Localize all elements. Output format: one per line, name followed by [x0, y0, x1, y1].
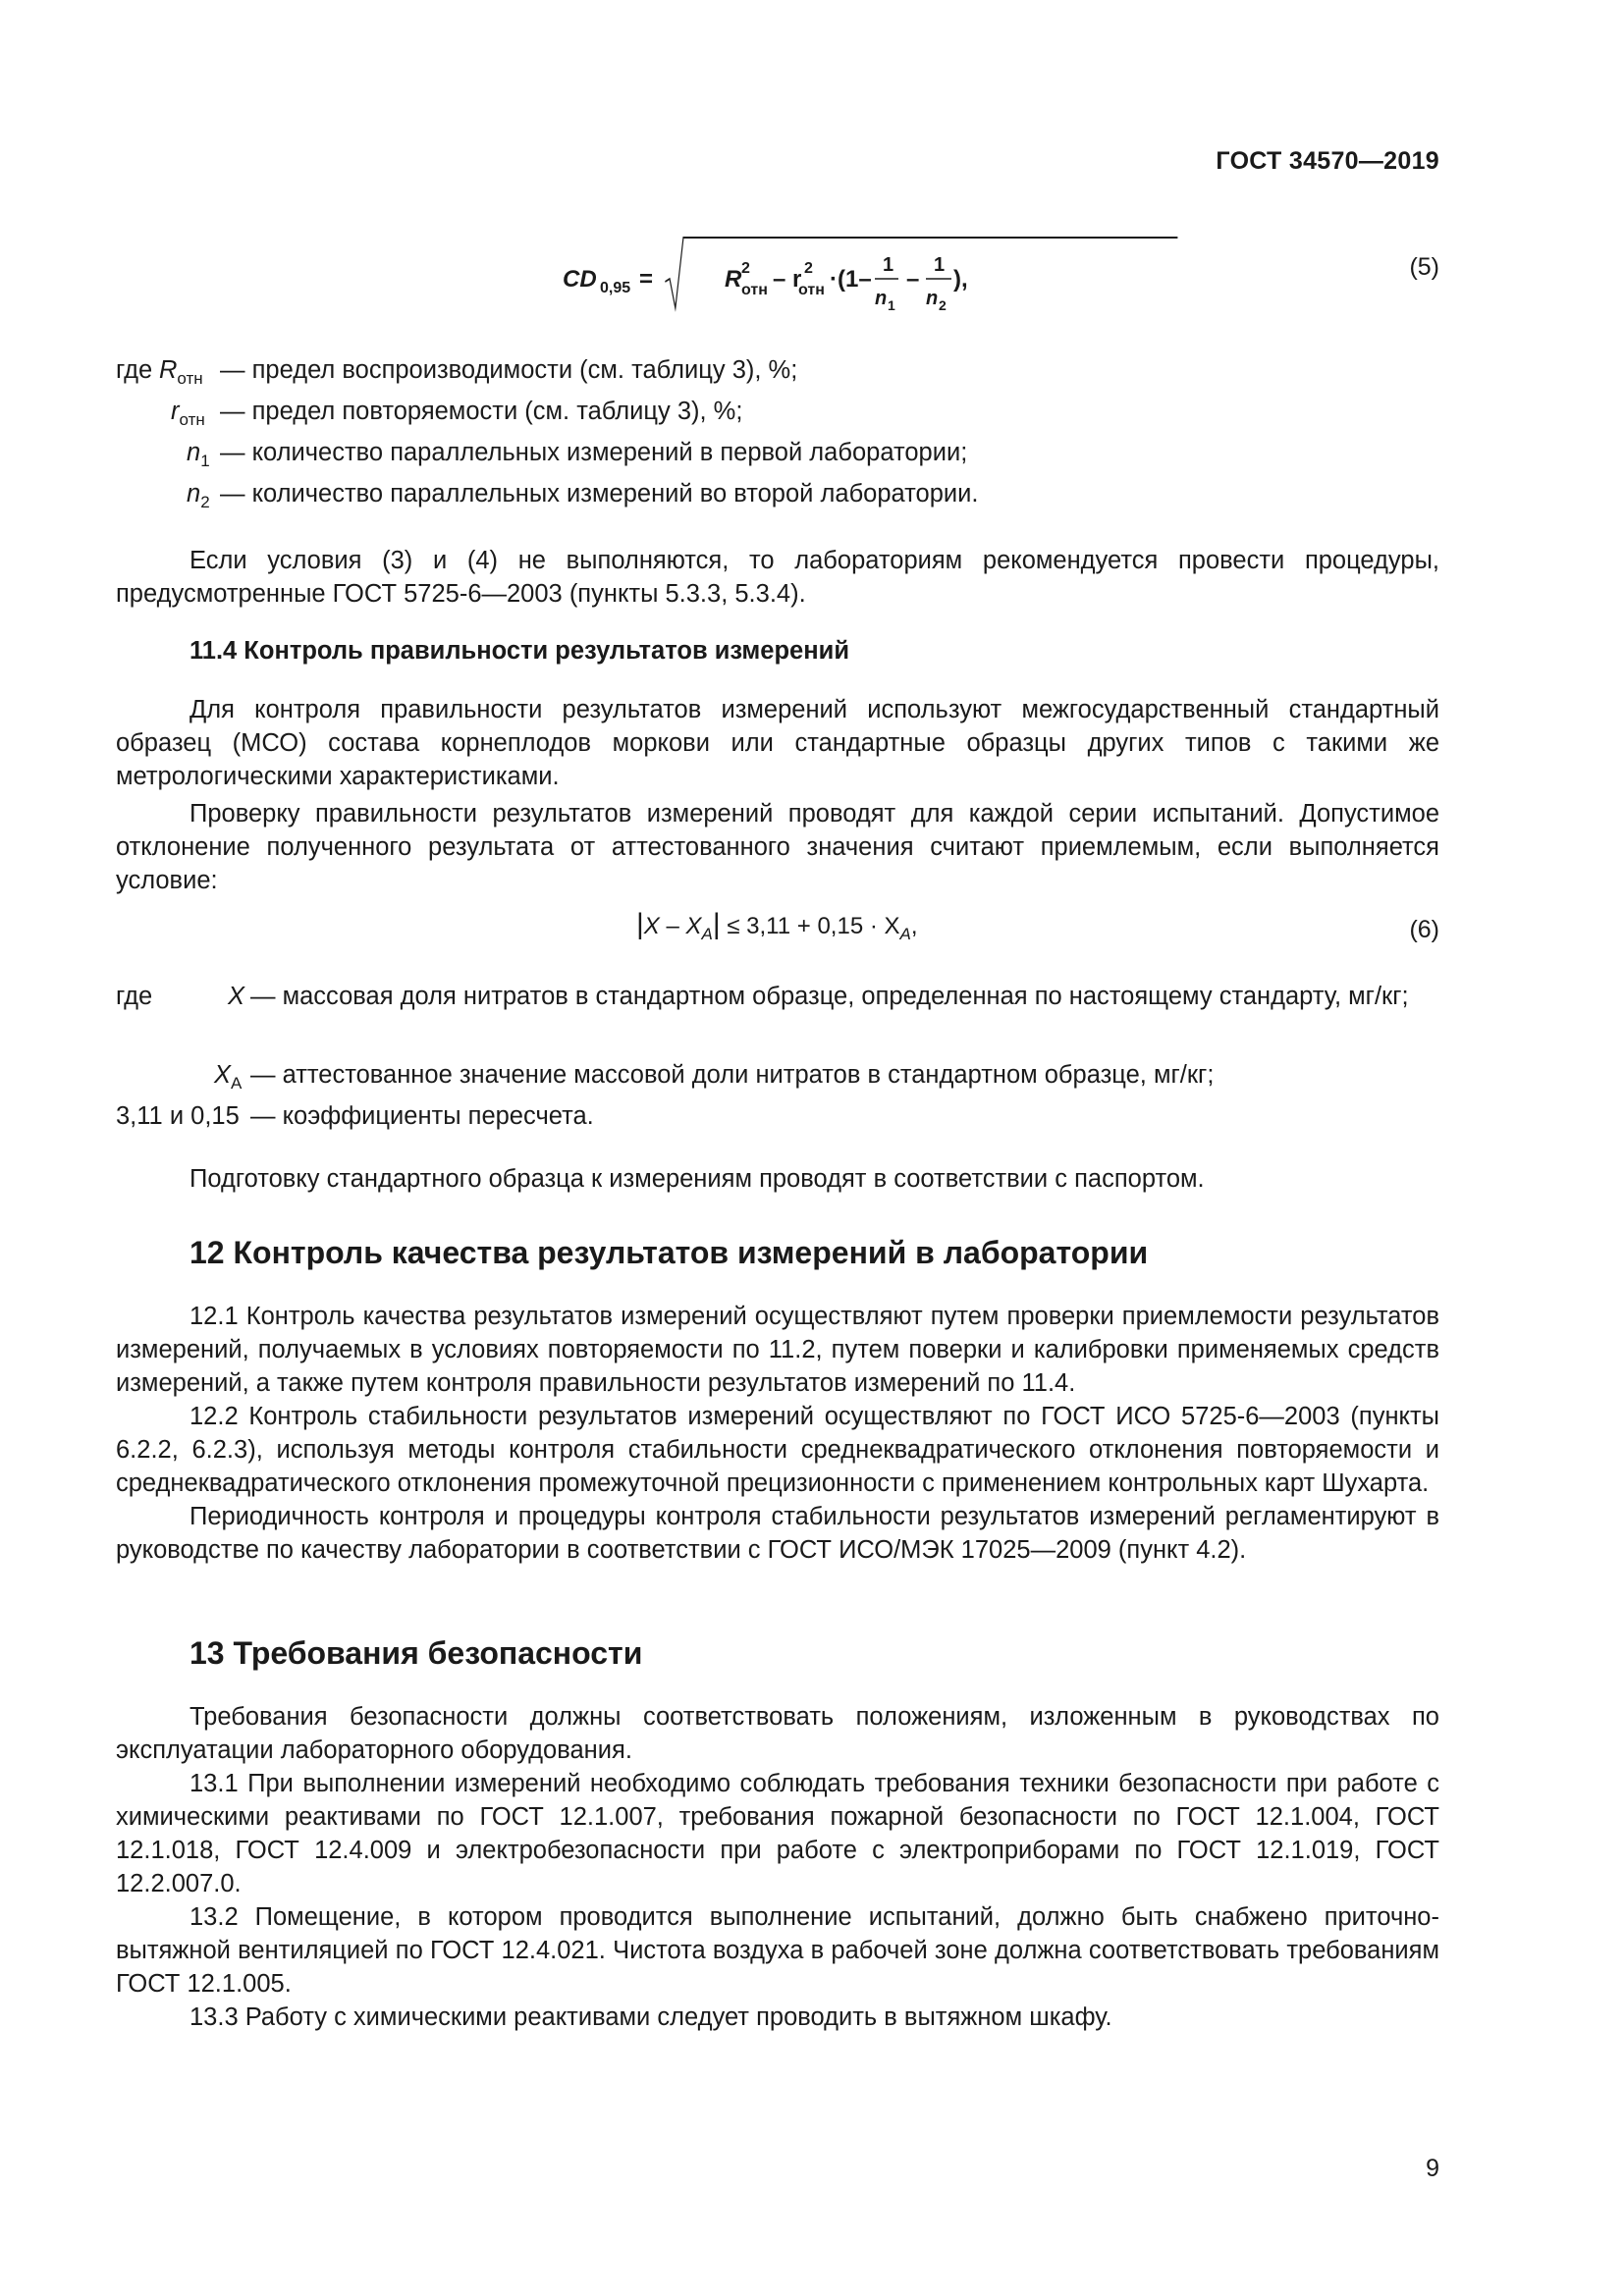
section-13-p1: 13.1 При выполнении измерений необходимо соблюдать требования техники безопасности при работе с химическими реактивами по ГОСТ 12.1.007, требования пожарной безопасности по ГОСТ 12.1.004, ГОСТ 12.1.018, ГОСТ 12.4.009 и электробезопасности при работе с электроприборами по ГОСТ 12.1.019, ГОСТ 12.2.007.0.	[116, 1770, 1439, 1897]
definition: — количество параллельных измерений в первой лаборатории;	[220, 439, 968, 466]
standard-header: ГОСТ 34570—2019	[1216, 147, 1439, 175]
svg-text:n: n	[875, 288, 888, 309]
svg-text:– r: – r	[773, 266, 802, 293]
svg-text:R: R	[725, 266, 742, 293]
definition: — предел воспроизводимости (см. таблицу 3), %;	[220, 356, 798, 384]
symbol: 3,11 и 0,15	[116, 1102, 240, 1130]
svg-text:1: 1	[888, 297, 895, 313]
definition: — предел повторяемости (см. таблицу 3), %;	[220, 398, 743, 425]
page-number: 9	[1426, 2155, 1439, 2182]
definition: — аттестованное значение массовой доли нитратов в стандартном образце, мг/кг;	[250, 1061, 1215, 1089]
section-13-p0: Требования безопасности должны соответствовать положениям, изложенным в руководствах по эксплуатации лабораторного оборудования.	[116, 1703, 1439, 1764]
definition: — количество параллельных измерений во второй лаборатории.	[220, 480, 979, 507]
where-item-r-rel	[116, 349, 1439, 391]
where-item-xa	[116, 1054, 1439, 1095]
symbol: $r_{отн}$	[171, 398, 205, 429]
where-intro: где	[116, 356, 153, 384]
section-12-p3: Периодичность контроля и процедуры контроля стабильности результатов измерений регламентируют в руководстве по качеству лаборатории в соответствии с ГОСТ ИСО/МЭК 17025—2009 (пункт 4.2).	[116, 1503, 1439, 1564]
section-13	[116, 1633, 1439, 2034]
cd-symbol: CD	[563, 266, 597, 293]
where-item-n1	[116, 432, 1439, 473]
section-12	[116, 1233, 1439, 1567]
definition: — коэффициенты пересчета.	[250, 1102, 594, 1130]
symbol: $n_2$	[187, 480, 210, 511]
section-12-p2: 12.2 Контроль стабильности результатов измерений осуществляют по ГОСТ ИСО 5725-6—2003 (пункты 6.2.2, 6.2.3), используя методы контроля стабильности среднеквадратического отклонения повторяемости и среднеквадратического отклонения промежуточной прецизионности с применением контрольных карт Шухарта.	[116, 1403, 1439, 1497]
equation-number-5: (5)	[1409, 253, 1439, 281]
where-list-6	[116, 980, 1439, 1137]
symbol: $X_A$	[214, 1061, 243, 1093]
equation-number-6: (6)	[1409, 916, 1439, 943]
svg-text:1: 1	[934, 254, 946, 276]
svg-text:отн: отн	[741, 282, 768, 298]
section-12-p1: 12.1 Контроль качества результатов измерений осуществляют путем проверки приемлемости результатов измерений, получаемых в условиях повторяемости по 11.2, путем поверки и калибровки применяемых средств измерений, а также путем контроля правильности результатов измерений по 11.4.	[116, 1303, 1439, 1397]
formula-6-expression: $|X - X_A| \le 3,11 + 0,15 \cdot X_A$,	[636, 908, 918, 943]
svg-text:отн: отн	[798, 282, 825, 298]
where-item-r-rep	[116, 391, 1439, 432]
where-item-coeff	[116, 1095, 1439, 1137]
where-item-n2	[116, 473, 1439, 514]
formula-5-graphic	[563, 228, 1191, 326]
section-11-4-p2: Проверку правильности результатов измерений проводят для каждой серии испытаний. Допустимое отклонение полученного результата от аттестованного значения считают приемлемым, если выполняется условие:	[116, 800, 1439, 894]
section-11-4	[116, 634, 1439, 897]
sample-paragraph-block	[116, 1162, 1439, 1196]
where-item-x	[116, 980, 1439, 1048]
where-intro: где	[116, 983, 153, 1010]
cd-subscript: 0,95	[600, 280, 631, 296]
svg-text:–: –	[906, 266, 920, 293]
svg-text:=: =	[639, 266, 654, 293]
svg-text:·(1–: ·(1–	[830, 266, 872, 293]
svg-text:n: n	[926, 288, 939, 309]
svg-text:2: 2	[804, 260, 813, 277]
section-13-p3: 13.3 Работу с химическими реактивами следует проводить в вытяжном шкафу.	[189, 2003, 1112, 2031]
sample-paragraph: Подготовку стандартного образца к измерениям проводят в соответствии с паспортом.	[189, 1165, 1205, 1193]
conditions-paragraph: Если условия (3) и (4) не выполняются, то лабораториям рекомендуется провести процедуры, предусмотренные ГОСТ 5725-6—2003 (пункты 5.3.3, 5.3.4).	[116, 547, 1439, 608]
section-11-4-title: 11.4 Контроль правильности результатов измерений	[189, 637, 849, 665]
conditions-paragraph-block	[116, 544, 1439, 611]
section-11-4-p1: Для контроля правильности результатов измерений используют межгосударственный стандартный образец (МСО) состава корнеплодов моркови или стандартные образцы других типов с такими же метрологическими характеристиками.	[116, 696, 1439, 790]
section-13-title: 13 Требования безопасности	[189, 1635, 643, 1671]
section-12-title: 12 Контроль качества результатов измерений в лаборатории	[189, 1235, 1149, 1270]
where-list-5	[116, 349, 1439, 514]
svg-text:2: 2	[939, 297, 947, 313]
formula-5	[116, 228, 1439, 326]
svg-text:1: 1	[883, 254, 894, 276]
definition: — массовая доля нитратов в стандартном образце, определенная по настоящему стандарту, мг/кг;	[250, 983, 1409, 1010]
formula-6	[116, 908, 1439, 947]
symbol: X	[228, 983, 245, 1010]
section-13-p2: 13.2 Помещение, в котором проводится выполнение испытаний, должно быть снабжено приточно-вытяжной вентиляцией по ГОСТ 12.4.021. Чистота воздуха в рабочей зоне должна соответствовать требованиям ГОСТ 12.1.005.	[116, 1903, 1439, 1998]
symbol: $R_{отн}$	[159, 356, 203, 388]
svg-text:2: 2	[741, 260, 750, 277]
symbol: $n_1$	[187, 439, 210, 470]
svg-text:),: ),	[953, 266, 968, 293]
